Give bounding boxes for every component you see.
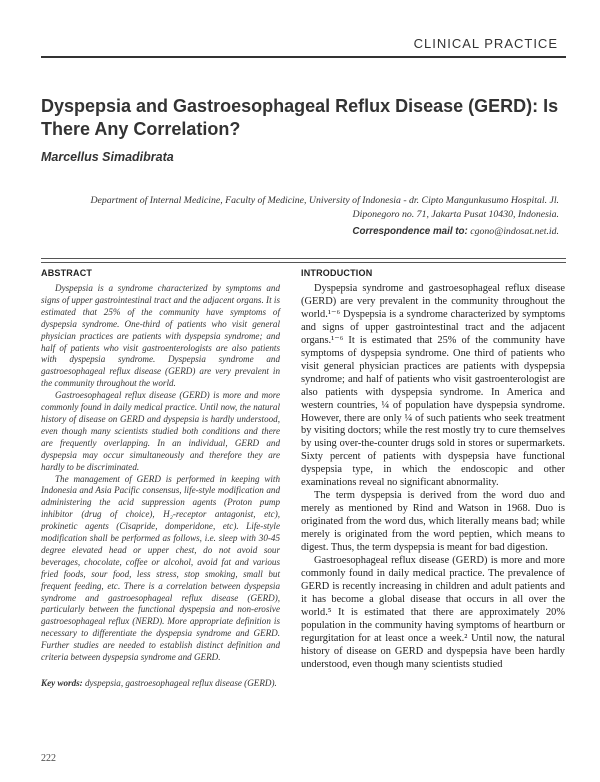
introduction-paragraph: Gastroesophageal reflux disease (GERD) is more and more commonly found in daily medical practice. The prevalence of GERD is recently increasing in children and adult patients and it has become a global disease that occurs in all over the world.⁵ It is estimated that there are approximately 20% population in the community having symptoms of heartburn or regurgitation for at least once a week.² Until now, the natural history of disease on GERD and dyspepsia have been hardly understood, even though many scientists studied [301, 555, 565, 670]
introduction-column [301, 268, 565, 672]
correspondence-line [352, 226, 559, 237]
abstract-heading: ABSTRACT [41, 268, 93, 278]
section-label: CLINICAL PRACTICE [413, 36, 558, 51]
keywords [41, 678, 280, 690]
author-name: Marcellus Simadibrata [41, 150, 174, 164]
correspondence-label: Correspondence mail to: [352, 226, 468, 237]
author-affiliation: Department of Internal Medicine, Faculty of Medicine, University of Indonesia - dr. Cipto Mangunkusumo Hospital. Jl. Diponegoro no. 71, Jakarta Pusat 10430, Indonesia. [90, 195, 559, 220]
introduction-paragraph: The term dyspepsia is derived from the word duo and merely as mentioned by Rind and Watson in 1968. Duo is originated from the word dus, which literally means bad; while merely is originated from the word peptien, which means to digest. Thus, the term dyspepsia is meant for bad digestion. [301, 490, 565, 554]
abstract-column [41, 268, 280, 690]
abstract-paragraph: The management of GERD is performed in keeping with Indonesia and Asia Pacific consensus, life-style modification and administering the acid suppression agents (Proton pump inhibitor (drug of choice), H₂-receptor antagonist, etc), prokinetic agents (Cisapride, domperidone, etc). Life-style modification shall be performed as follows, i.e. sleep with 30-45 degree elevated head or upper chest, do not avoid sour beverages, chocolate, coffee or alcohol, avoid fat and various fried foods, sour food, less stress, stop smoking, small but frequent feeding, etc. There is a correlation between dyspepsia syndrome and gastroesophageal reflux disease (GERD), particularly between the functional dyspepsia and non-erosive gastroesophageal reflux (NERD). More appropriate definition is necessary to differentiate the dyspepsia syndrome and GERD. Further studies are needed to establish distinct definition and criteria between dyspepsia syndrome and GERD. [41, 473, 280, 663]
introduction-heading: INTRODUCTION [301, 268, 373, 278]
introduction-paragraph: Dyspepsia syndrome and gastroesophageal reflux disease (GERD) are very prevalent in the community throughout the world.¹⁻⁶ Dyspepsia is a syndrome characterized by symptoms and signs of upper gastrointestinal tract and the adjacent organs.¹⁻⁶ It is estimated that 25% of the community have symptoms of dyspepsia syndrome. One third of patients who visit general physician practices are patients with dyspepsia syndrome; and half of patients who visit gastroenterologist are also patients with dyspepsia syndrome. In America and western countries, ¼ of population have dyspepsia syndrome. However, there are only ¼ of such patients who seek treatment by visiting doctors; while the rest mostly try to cure themselves by using over-the-counter drugs sold in stores or supermarkets. Sixty percent of patients with dyspepsia have functional dyspepsia type, in which the endoscopic and other examinations reveal no significant abnormality. [301, 283, 565, 489]
abstract-paragraph: Dyspepsia is a syndrome characterized by symptoms and signs of upper gastrointestinal tract and the adjacent organs. It is estimated that 25% of the community have symptoms of dyspepsia syndrome. One-third of patients who visit general physician practices are patients with dyspepsia syndrome; and half of patients who visit gastroenterologists are also patients with dyspepsia syndrome. Dyspepsia syndrome and gastroesophageal reflux disease (GERD) are very prevalent in the community throughout the world. [41, 283, 280, 389]
divider-bottom [41, 262, 566, 263]
divider-top [41, 258, 566, 259]
keywords-text: dyspepsia, gastroesophageal reflux disease (GERD). [84, 678, 277, 688]
article-title: Dyspepsia and Gastroesophageal Reflux Disease (GERD): Is There Any Correlation? [41, 96, 559, 139]
keywords-label: Key words: [41, 678, 83, 688]
section-banner [41, 34, 566, 58]
page-number: 222 [41, 753, 56, 764]
correspondence-email[interactable]: cgono@indosat.net.id. [470, 226, 559, 237]
abstract-paragraph: Gastroesophageal reflux disease (GERD) is more and more commonly found in daily medical practice. Until now, the natural history of disease on GERD and dyspepsia is hardly understood, even though many scientists studied both conditions and there are frequently overlapping. In an individual, GERD and dyspepsia may occur simultaneously and therefore they are hardly to be discriminated. [41, 390, 280, 472]
